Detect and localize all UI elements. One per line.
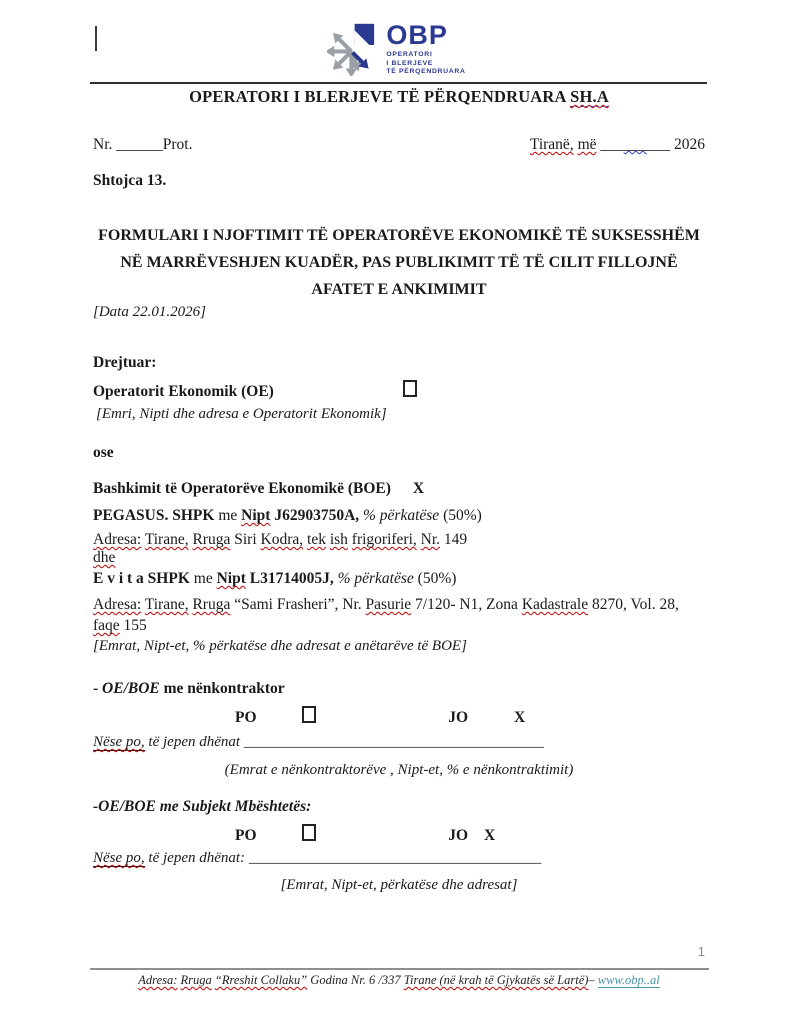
text-segment: ___ — [623, 136, 647, 153]
text-segment: 8270, Vol. 28, — [588, 596, 679, 613]
text-segment: Tirane (në krah të Gjykatës së Lartë) — [403, 973, 589, 987]
text-segment: Nëse po, — [93, 734, 145, 750]
text-segment: Tiranë, — [529, 136, 574, 153]
text-segment: PEGASUS. SHPK — [93, 507, 215, 524]
support-note: [Emrat, Nipt-et, përkatëse dhe adresat] — [280, 877, 518, 893]
date-placeholder-note: [Data 22.01.2026] — [93, 304, 206, 320]
jo-label: JO — [448, 709, 469, 726]
jo-label: JO — [448, 827, 469, 844]
and-label — [93, 549, 705, 567]
text-segment: me — [189, 570, 217, 587]
text-segment: tek — [307, 531, 326, 548]
text-segment: të jepen dhënat: — [144, 850, 246, 866]
form-title-line3: AFATET E ANKIMIMIT — [311, 281, 487, 298]
text-segment: Pasurie — [365, 596, 412, 613]
po-label: PO — [235, 827, 257, 844]
form-title — [93, 222, 705, 303]
boe-placeholder-note: [Emrat, Nipt-et, % përkatëse dhe adresat e anëtarëve të BOE] — [93, 638, 467, 654]
boe-member2-address — [93, 594, 705, 636]
footer-rule — [90, 968, 709, 970]
obp-logo-acronym: OBP — [386, 20, 448, 50]
text-segment: Rruga — [192, 531, 231, 548]
text-segment: me nënkontraktor — [159, 680, 285, 697]
protocol-date-row — [93, 136, 705, 154]
text-segment: ___ — [600, 136, 624, 153]
text-segment: me — [214, 507, 242, 524]
oe-placeholder-note: [Emri, Nipti dhe adresa e Operatorit Ekonomik] — [96, 406, 387, 422]
text-segment: dhe — [93, 549, 116, 566]
text-segment: ______ — [116, 136, 163, 153]
support-po-jo-row — [93, 824, 705, 845]
text-segment: OPERATORI I BLERJEVE TË PËRQENDRUARA — [189, 87, 571, 106]
text-segment: Adresa: — [93, 531, 142, 548]
support-po-checkbox[interactable] — [302, 824, 316, 841]
subcontractor-po-jo-row — [93, 706, 705, 727]
text-segment: “Rreshit Collaku” — [214, 973, 308, 987]
economic-operator-label: Operatorit Ekonomik (OE) — [93, 383, 274, 400]
text-segment: Siri — [230, 531, 261, 548]
text-segment: (50%) — [413, 570, 457, 587]
obp-logo — [0, 22, 793, 81]
text-segment: Kodra, — [260, 531, 304, 548]
text-segment: Godina Nr. 6 /337 — [307, 973, 404, 987]
text-segment: frigoriferi, — [351, 531, 417, 548]
city-date-field — [530, 136, 705, 154]
text-segment: - — [93, 680, 103, 697]
text-segment: Rruga — [180, 973, 212, 987]
boe-member1-address — [93, 531, 705, 549]
organization-title — [93, 87, 705, 107]
text-segment: % përkatëse — [337, 570, 414, 587]
boe-member1 — [93, 507, 705, 525]
economic-operator-row — [93, 380, 705, 401]
form-title-line1: FORMULARI I NJOFTIMIT TË OPERATORËVE EKONOMIKË TË SUKSESSHËM — [98, 227, 700, 244]
text-segment: ________________________________________ — [243, 734, 544, 750]
text-segment: Tirane, — [144, 596, 189, 613]
text-segment: Adresa: — [93, 596, 142, 613]
subcontractor-po-checkbox[interactable] — [302, 706, 316, 723]
text-segment: 2026 — [670, 136, 705, 153]
subcontractor-header — [93, 680, 705, 698]
text-segment: % përkatëse — [363, 507, 440, 524]
text-segment: 7/120- N1, Zona — [411, 596, 522, 613]
text-segment: Adresa: — [138, 973, 178, 987]
text-segment: SH.A — [570, 87, 609, 106]
subcontractor-jo-mark: X — [513, 709, 526, 726]
oe-checkbox[interactable] — [403, 380, 417, 397]
text-segment: ish — [329, 531, 348, 548]
boe-selected-mark: X — [412, 480, 425, 497]
subcontractor-note: (Emrat e nënkontraktorëve , Nipt-et, % e nënkontraktimit) — [224, 762, 574, 778]
text-segment: Nr. — [93, 136, 117, 153]
text-segment: OE/BOE — [102, 680, 160, 697]
text-segment: J62903750A, — [274, 507, 360, 524]
text-segment: të jepen dhënat — [144, 734, 244, 750]
subcontractor-if-yes-line — [93, 734, 705, 751]
text-segment: Nipt — [216, 570, 246, 587]
footer-address — [93, 973, 705, 988]
addressed-to-label: Drejtuar: — [93, 354, 157, 371]
text-segment: 155 — [119, 617, 147, 634]
text-segment: Nipt — [241, 507, 271, 524]
text-segment: E v i t a SHPK — [93, 570, 190, 587]
text-segment: ___ — [646, 136, 671, 153]
boe-row — [93, 480, 705, 498]
annex-label: Shtojca 13. — [93, 172, 167, 189]
text-segment: (50%) — [439, 507, 482, 524]
obp-logo-subtitle: OPERATORI I BLERJEVE TË PËRQENDRUARA — [386, 51, 466, 75]
po-label: PO — [235, 709, 257, 726]
text-segment: L31714005J, — [249, 570, 334, 587]
text-segment: Nr. — [420, 531, 441, 548]
support-jo-mark: X — [483, 827, 496, 844]
text-segment: faqe — [93, 617, 120, 634]
text-segment: Kadastrale — [521, 596, 589, 613]
text-segment: 149 — [440, 531, 468, 548]
text-segment: – — [588, 973, 598, 987]
text-segment: “Sami Frasheri”, Nr. — [230, 596, 366, 613]
boe-member2-address-line2 — [93, 615, 705, 636]
text-segment: Prot. — [162, 136, 193, 153]
support-subject-header: -OE/BOE me Subjekt Mbështetës: — [93, 798, 312, 815]
text-segment: Tirane, — [144, 531, 189, 548]
obp-logo-icon — [327, 22, 379, 81]
support-if-yes-line — [93, 850, 705, 867]
boe-member2 — [93, 570, 705, 588]
text-segment: Rruga — [192, 596, 231, 613]
protocol-number-field — [93, 136, 192, 154]
text-segment: _______________________________________ — [248, 850, 542, 866]
page-number: 1 — [697, 944, 705, 959]
form-title-line2: NË MARRËVESHJEN KUADËR, PAS PUBLIKIMIT TË TË CILIT FILLOJNË — [120, 254, 678, 271]
boe-label: Bashkimit të Operatorëve Ekonomikë (BOE) — [93, 480, 391, 497]
text-segment: më — [577, 136, 597, 153]
boe-member2-address-line1 — [93, 594, 705, 615]
header-rule — [90, 82, 707, 84]
or-label: ose — [93, 444, 114, 461]
obp-website-link[interactable]: www.obp..al — [597, 973, 660, 987]
text-segment: Nëse po, — [93, 850, 145, 866]
